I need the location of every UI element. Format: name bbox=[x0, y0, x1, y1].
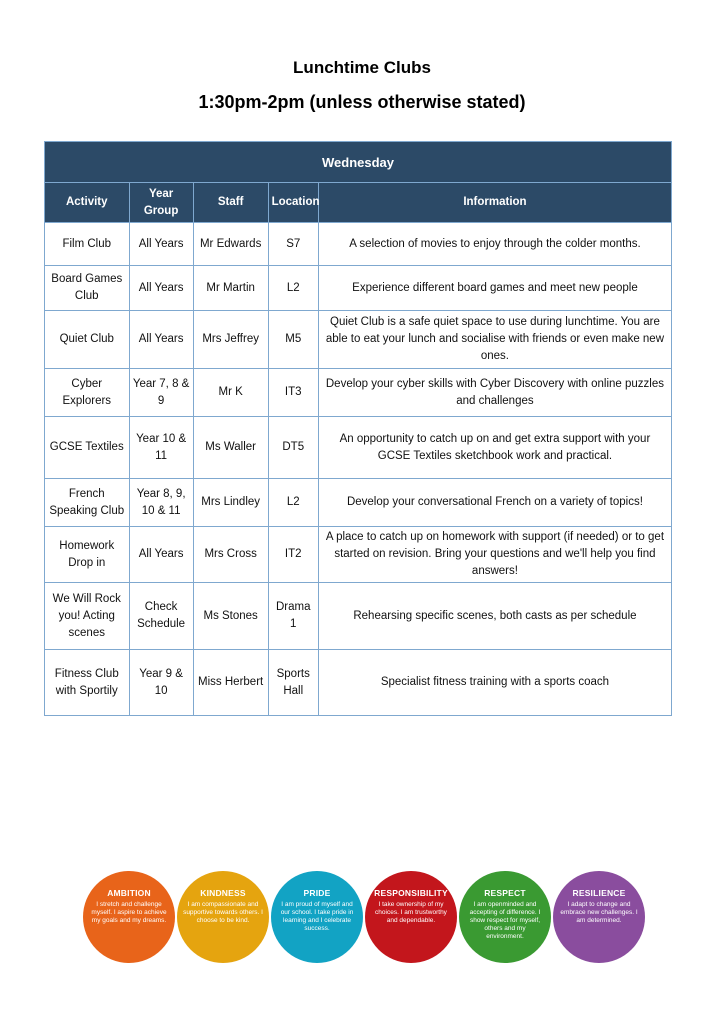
staff-cell: Mrs Jeffrey bbox=[193, 311, 268, 369]
table-row bbox=[45, 527, 672, 583]
clubs-table bbox=[44, 141, 672, 716]
value-description: I am proud of myself and our school. I take pride in learning and I celebrate success. bbox=[280, 901, 354, 932]
activity-cell: Fitness Club with Sportily bbox=[45, 650, 130, 716]
table-row bbox=[45, 311, 672, 369]
value-title: KINDNESS bbox=[200, 888, 246, 898]
school-values bbox=[83, 871, 643, 965]
information-cell: Specialist fitness training with a sports coach bbox=[318, 650, 671, 716]
staff-cell: Ms Stones bbox=[193, 583, 268, 650]
year-group-cell: All Years bbox=[129, 311, 193, 369]
year-group-cell: Check Schedule bbox=[129, 583, 193, 650]
value-title: PRIDE bbox=[303, 888, 331, 898]
information-cell: An opportunity to catch up on and get extra support with your GCSE Textiles sketchbook work and practical. bbox=[318, 417, 671, 479]
column-header-year-group: Year Group bbox=[129, 183, 193, 223]
information-cell: Experience different board games and meet new people bbox=[318, 266, 671, 311]
activity-cell: Cyber Explorers bbox=[45, 369, 130, 417]
value-description: I take ownership of my choices. I am trustworthy and dependable. bbox=[375, 901, 447, 924]
year-group-cell: All Years bbox=[129, 527, 193, 583]
table-row bbox=[45, 223, 672, 266]
staff-cell: Miss Herbert bbox=[193, 650, 268, 716]
value-description: I am openminded and accepting of difference. I show respect for myself, others and my environment. bbox=[469, 901, 541, 940]
column-header-information: Information bbox=[318, 183, 671, 223]
staff-cell: Mrs Cross bbox=[193, 527, 268, 583]
staff-cell: Mr Edwards bbox=[193, 223, 268, 266]
value-badge-respect bbox=[459, 871, 551, 963]
value-description: I am compassionate and supportive towards others. I choose to be kind. bbox=[183, 901, 263, 924]
location-cell: DT5 bbox=[268, 417, 318, 479]
table-row bbox=[45, 417, 672, 479]
year-group-cell: Year 8, 9, 10 & 11 bbox=[129, 479, 193, 527]
value-description: I stretch and challenge myself. I aspire to achieve my goals and my dreams. bbox=[91, 901, 167, 924]
information-cell: A place to catch up on homework with support (if needed) or to get started on revision. Bring your questions and we'll help you find answers! bbox=[318, 527, 671, 583]
location-cell: L2 bbox=[268, 479, 318, 527]
information-cell: Develop your conversational French on a variety of topics! bbox=[318, 479, 671, 527]
location-cell: Drama 1 bbox=[268, 583, 318, 650]
day-header: Wednesday bbox=[45, 142, 672, 183]
table-row bbox=[45, 650, 672, 716]
table-row bbox=[45, 266, 672, 311]
table-row bbox=[45, 583, 672, 650]
year-group-cell: Year 9 & 10 bbox=[129, 650, 193, 716]
value-title: AMBITION bbox=[107, 888, 151, 898]
activity-cell: Film Club bbox=[45, 223, 130, 266]
value-badge-pride bbox=[271, 871, 363, 963]
column-header-location: Location bbox=[268, 183, 318, 223]
location-cell: S7 bbox=[268, 223, 318, 266]
information-cell: A selection of movies to enjoy through the colder months. bbox=[318, 223, 671, 266]
staff-cell: Ms Waller bbox=[193, 417, 268, 479]
staff-cell: Mr Martin bbox=[193, 266, 268, 311]
column-header-activity: Activity bbox=[45, 183, 130, 223]
value-badge-kindness bbox=[177, 871, 269, 963]
information-cell: Develop your cyber skills with Cyber Discovery with online puzzles and challenges bbox=[318, 369, 671, 417]
staff-cell: Mrs Lindley bbox=[193, 479, 268, 527]
activity-cell: Homework Drop in bbox=[45, 527, 130, 583]
table-row bbox=[45, 369, 672, 417]
table-row bbox=[45, 479, 672, 527]
value-title: RESPECT bbox=[484, 888, 526, 898]
location-cell: L2 bbox=[268, 266, 318, 311]
value-title: RESILIENCE bbox=[572, 888, 626, 898]
year-group-cell: Year 7, 8 & 9 bbox=[129, 369, 193, 417]
page-subtitle: 1:30pm-2pm (unless otherwise stated) bbox=[198, 92, 526, 112]
year-group-cell: All Years bbox=[129, 223, 193, 266]
year-group-cell: Year 10 & 11 bbox=[129, 417, 193, 479]
information-cell: Quiet Club is a safe quiet space to use during lunchtime. You are able to eat your lunch and socialise with friends or even make new ones. bbox=[318, 311, 671, 369]
value-badge-ambition bbox=[83, 871, 175, 963]
year-group-cell: All Years bbox=[129, 266, 193, 311]
activity-cell: Quiet Club bbox=[45, 311, 130, 369]
page-title: Lunchtime Clubs bbox=[293, 58, 431, 77]
activity-cell: French Speaking Club bbox=[45, 479, 130, 527]
column-header-staff: Staff bbox=[193, 183, 268, 223]
activity-cell: GCSE Textiles bbox=[45, 417, 130, 479]
value-badge-resilience bbox=[553, 871, 645, 963]
value-description: I adapt to change and embrace new challenges. I am determined. bbox=[560, 901, 638, 924]
activity-cell: We Will Rock you! Acting scenes bbox=[45, 583, 130, 650]
information-cell: Rehearsing specific scenes, both casts as per schedule bbox=[318, 583, 671, 650]
staff-cell: Mr K bbox=[193, 369, 268, 417]
value-badge-responsibility bbox=[365, 871, 457, 963]
value-title: RESPONSIBILITY bbox=[374, 888, 448, 898]
location-cell: IT2 bbox=[268, 527, 318, 583]
location-cell: IT3 bbox=[268, 369, 318, 417]
activity-cell: Board Games Club bbox=[45, 266, 130, 311]
location-cell: Sports Hall bbox=[268, 650, 318, 716]
location-cell: M5 bbox=[268, 311, 318, 369]
